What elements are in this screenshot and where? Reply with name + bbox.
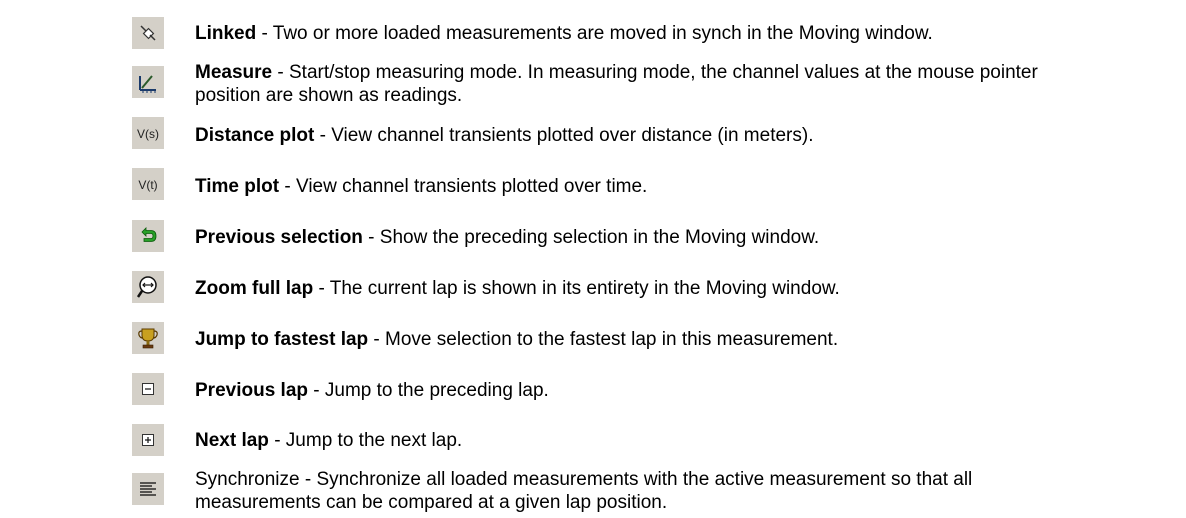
pin-icon bbox=[132, 17, 164, 49]
item-text bbox=[195, 379, 1055, 402]
zoom-full-icon bbox=[132, 271, 164, 303]
item-term: Measure bbox=[195, 62, 273, 83]
trophy-icon bbox=[132, 322, 164, 354]
item-term: Previous selection bbox=[195, 227, 363, 248]
item-text bbox=[195, 61, 1055, 107]
item-desc: - Show the preceding selection in the Moving window. bbox=[362, 227, 820, 248]
item-text bbox=[195, 22, 1055, 45]
distance-plot-icon bbox=[132, 117, 164, 149]
item-desc: Synchronize - Synchronize all loaded measurements with the active measurement so that all measurements can be compared at a given lap position. bbox=[195, 469, 973, 513]
item-term: Time plot bbox=[195, 176, 280, 197]
item-term: Linked bbox=[195, 23, 257, 44]
item-desc: - Start/stop measuring mode. In measuring mode, the channel values at the mouse pointer position are shown as readings. bbox=[195, 62, 1038, 106]
back-arrow-icon bbox=[132, 220, 164, 252]
item-desc: - Jump to the next lap. bbox=[268, 430, 463, 451]
item-desc: - The current lap is shown in its entirety in the Moving window. bbox=[313, 278, 840, 299]
icon-label: V(s) bbox=[137, 127, 159, 141]
item-desc: - Two or more loaded measurements are moved in synch in the Moving window. bbox=[256, 23, 933, 44]
item-term: Previous lap bbox=[195, 380, 308, 401]
minus-box-icon bbox=[132, 373, 164, 405]
icon-label: V(t) bbox=[138, 178, 158, 192]
time-plot-icon bbox=[132, 168, 164, 200]
item-term: Jump to fastest lap bbox=[195, 329, 369, 350]
item-text bbox=[195, 328, 1055, 351]
measure-icon bbox=[132, 66, 164, 98]
item-desc: - View channel transients plotted over time. bbox=[279, 176, 648, 197]
item-text bbox=[195, 226, 1055, 249]
item-desc: - Move selection to the fastest lap in this measurement. bbox=[368, 329, 839, 350]
item-desc: - Jump to the preceding lap. bbox=[308, 380, 549, 401]
item-text bbox=[195, 277, 1055, 300]
item-term: Next lap bbox=[195, 430, 269, 451]
item-term: Zoom full lap bbox=[195, 278, 314, 299]
item-text bbox=[195, 175, 1055, 198]
item-term: Distance plot bbox=[195, 125, 315, 146]
plus-box-icon bbox=[132, 424, 164, 456]
item-text bbox=[195, 124, 1055, 147]
align-lines-icon bbox=[132, 473, 164, 505]
item-desc: - View channel transients plotted over distance (in meters). bbox=[314, 125, 814, 146]
item-text bbox=[195, 468, 1055, 514]
item-text bbox=[195, 429, 1055, 452]
